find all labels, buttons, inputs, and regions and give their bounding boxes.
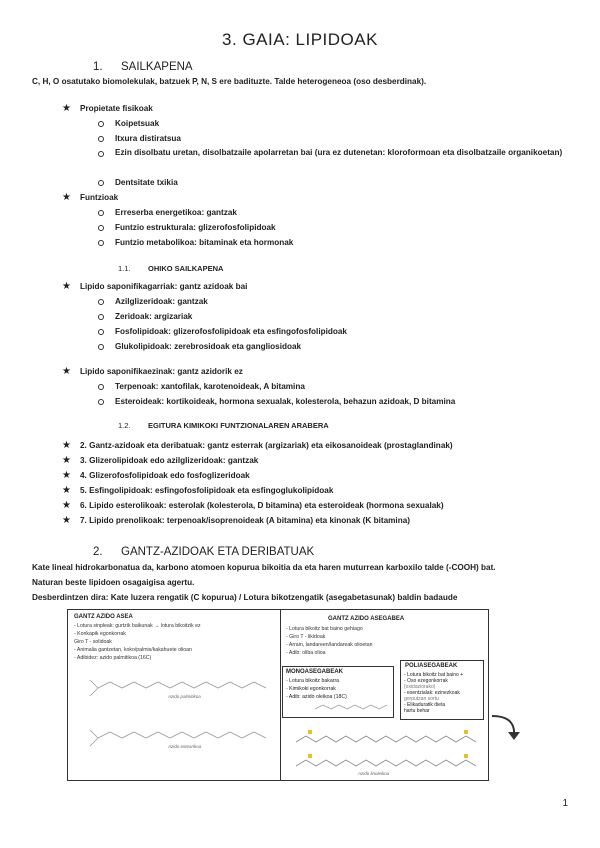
figure-caption: Azido estearikoa xyxy=(168,744,202,749)
section-title: SAILKAPENA xyxy=(121,61,193,73)
poly-title: POLIASEGABEAK xyxy=(405,663,458,669)
list-item: Glukolipidoak: zerebrosidoak eta gangliosidoak xyxy=(115,342,302,351)
circle-bullet-icon xyxy=(98,210,104,216)
circle-bullet-icon xyxy=(98,329,104,335)
circle-bullet-icon xyxy=(98,314,104,320)
list-item: Zeridoak: argizariak xyxy=(115,312,193,321)
figure-text: - Lotura bikoitz bakarra xyxy=(286,678,340,684)
figure-text: - Lotura bikoitz bat baino gehiago xyxy=(286,626,363,632)
circle-bullet-icon xyxy=(98,180,104,186)
page-number: 1 xyxy=(562,798,568,809)
paragraph: Kate lineal hidrokarbonatua da, karbono atomoen kopurua bikoitia da eta haren muturrean karboxilo talde (-COOH) bat. xyxy=(32,563,496,572)
list-item: 4. Glizerofosfolipidoak edo fosfoglizeridoak xyxy=(80,471,250,480)
figure-caption: Azido palmitikoa xyxy=(168,694,201,699)
figure-text: - Konkapik egonkorrak xyxy=(74,631,126,637)
monounsaturated-box xyxy=(282,666,394,718)
section-number: 1. xyxy=(93,61,103,73)
list-item: Funtzio estrukturala: glizerofosfolipidoak xyxy=(115,223,276,232)
list-item: 5. Esfingolipidoak: esfingofosfolipidoak eta esfingoglukolipidoak xyxy=(80,486,334,495)
figure-text: - Adibidez: azido palmitikoa (16C) xyxy=(74,655,152,661)
ezsaponif-label: Lipido saponifikaezinak: gantz azidorik ez xyxy=(80,367,243,376)
list-item: Dentsitate txikia xyxy=(115,178,178,187)
star-bullet-icon: ★ xyxy=(62,366,71,377)
figure-text: - Animalia gantzetan, koko/palmis/kakahuete olioan xyxy=(74,647,192,653)
star-bullet-icon: ★ xyxy=(62,281,71,292)
circle-bullet-icon xyxy=(98,225,104,231)
star-bullet-icon: ★ xyxy=(62,485,71,496)
star-bullet-icon: ★ xyxy=(62,192,71,203)
star-bullet-icon: ★ xyxy=(62,455,71,466)
figure-text: gorputzan sortu xyxy=(404,696,439,702)
saponif-label: Lipido saponifikagarriak: gantz azidoak bai xyxy=(80,282,248,291)
subsection-number: 1.1. xyxy=(118,264,131,273)
list-item: 6. Lipido esterolikoak: esterolak (kolesterola, D bitamina) eta esteroideak (hormona sexualak) xyxy=(80,501,444,510)
list-item: Itxura distiratsua xyxy=(115,134,181,143)
propietate-label: Propietate fisikoak xyxy=(80,104,153,113)
list-item: Koipetsuak xyxy=(115,119,160,128)
figure-text: - Lotura bikoitz bat baino + xyxy=(404,672,464,678)
mono-title: MONOASEGABEAK xyxy=(286,669,344,675)
saturated-title: GANTZ AZIDO ASEA xyxy=(74,614,133,620)
linoleic-chain-figure xyxy=(288,728,488,778)
arrow-icon xyxy=(486,712,526,742)
paragraph: Desberdintzen dira: Kate luzera rengatik (C kopurua) / Lotura bikotzengatik (asegabetasunak) baldin badaude xyxy=(32,593,458,602)
section-heading-2 xyxy=(93,546,314,558)
circle-bullet-icon xyxy=(98,121,104,127)
list-item: Ezin disolbatu uretan, disolbatzaile apolarretan bai (ura ez dutenetan: kloroformoan eta disolbatzaile organikoetan) xyxy=(115,148,563,157)
list-item: 3. Glizerolipidoak edo azilglizeridoak: gantzak xyxy=(80,456,259,465)
figure-text: hartu behar xyxy=(404,708,430,714)
page-title: 3. GAIA: LIPIDOAK xyxy=(222,30,378,49)
star-bullet-icon: ★ xyxy=(62,500,71,511)
subsection-heading-1-1 xyxy=(118,264,223,273)
polyunsaturated-box xyxy=(400,660,484,720)
circle-bullet-icon xyxy=(98,151,104,157)
section-number: 2. xyxy=(93,546,103,558)
list-item: 7. Lipido prenolikoak: terpenoak/isoprenoideak (A bitamina) eta kinonak (K bitamina) xyxy=(80,516,410,525)
oleic-chain-diagram xyxy=(313,701,389,715)
star-bullet-icon: ★ xyxy=(62,470,71,481)
list-item: Terpenoak: xantofilak, karotenoideak, A bitamina xyxy=(115,382,305,391)
star-bullet-icon: ★ xyxy=(62,103,71,114)
paragraph: Naturan beste lipidoen osagaigisa agertu. xyxy=(32,578,195,587)
figure-text: - Adib: oliba olioa xyxy=(286,650,326,656)
subsection-heading-1-2 xyxy=(118,421,329,430)
funtzioak-label: Funtzioak xyxy=(80,193,119,202)
circle-bullet-icon xyxy=(98,299,104,305)
subsection-number: 1.2. xyxy=(118,421,131,430)
star-bullet-icon: ★ xyxy=(62,515,71,526)
list-item: Erreserba energetikoa: gantzak xyxy=(115,208,237,217)
figure-text: - Giro T - likidoak xyxy=(286,634,326,640)
figure-divider xyxy=(280,610,281,780)
circle-bullet-icon xyxy=(98,344,104,350)
figure-text: - Oso ezegonkorrak xyxy=(404,678,448,684)
figure-caption: Azido linoleikoa xyxy=(358,771,390,776)
unsaturated-title: GANTZ AZIDO ASEGABEA xyxy=(328,616,405,622)
figure-text: - Adib: azido oleikoa (18C) xyxy=(286,694,347,700)
list-item: Fosfolipidoak: glizerofosfolipidoak eta esfingofosfolipidoak xyxy=(115,327,347,336)
figure-text: (oxidaziorako) xyxy=(404,684,436,690)
figure-text: - Elikaduratik dieta xyxy=(404,702,446,708)
figure-text: - Lotura sinpleak: gurtzik baikunak → lotura bikoitzik ez xyxy=(74,623,201,629)
figure-text: - Arrain, landareen/landareak olioetan xyxy=(286,642,373,648)
subsection-title: OHIKO SAILKAPENA xyxy=(148,264,224,273)
figure-text: Giro T - solidoak xyxy=(74,639,112,645)
list-item: 2. Gantz-azidoak eta deribatuak: gantz esterrak (argizariak) eta eikosanoideak (prostaglandinak) xyxy=(80,441,453,450)
circle-bullet-icon xyxy=(98,384,104,390)
list-item: Azilglizeridoak: gantzak xyxy=(115,297,208,306)
saturated-chain-diagram xyxy=(78,668,273,773)
intro-text: C, H, O osatutako biomolekulak, batzuek P, N, S ere badituzte. Talde heterogeneoa (oso desberdinak). xyxy=(32,77,427,86)
section-title: GANTZ-AZIDOAK ETA DERIBATUAK xyxy=(121,546,315,558)
circle-bullet-icon xyxy=(98,240,104,246)
list-item: Funtzio metabolikoa: bitaminak eta hormonak xyxy=(115,238,294,247)
section-heading-1 xyxy=(93,61,193,73)
circle-bullet-icon xyxy=(98,399,104,405)
figure-text: - esentzialak: ezinezkoak xyxy=(404,690,460,696)
list-item: Esteroideak: kortikoideak, hormona sexualak, kolesterola, behazun azidoak, D bitamina xyxy=(115,397,456,406)
subsection-title: EGITURA KIMIKOKI FUNTZIONALAREN ARABERA xyxy=(148,421,329,430)
figure-text: - Kimikoki egonkorrak xyxy=(286,686,336,692)
star-bullet-icon: ★ xyxy=(62,440,71,451)
circle-bullet-icon xyxy=(98,136,104,142)
